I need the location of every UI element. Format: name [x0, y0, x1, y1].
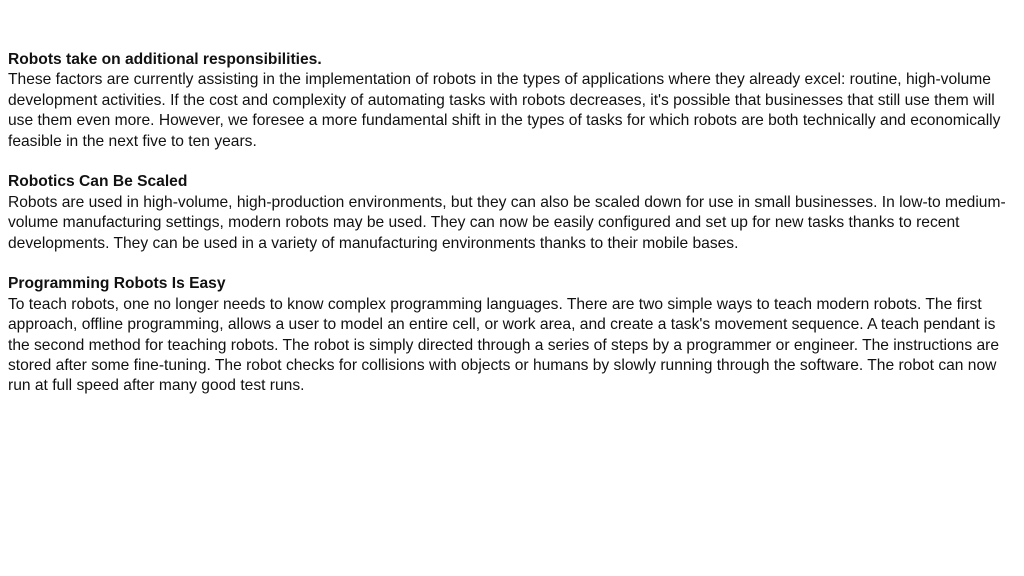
section-body: To teach robots, one no longer needs to know complex programming languages. There are two simple ways to teach modern robots. The first approach, offline programming, allows a user to model an entire cell, or work area, and create a task's movement sequence. A teach pendant is the second method for teaching robots. The robot is simply directed through a series of steps by a programmer or engineer. The instructions are stored after some fine-tuning. The robot checks for collisions with objects or humans by slowly running through the software. The robot can now run at full speed after many good test runs. [8, 295, 1000, 395]
section-heading: Robots take on additional responsibilities. [8, 51, 322, 68]
section-heading: Programming Robots Is Easy [8, 275, 226, 293]
section-additional-responsibilities [8, 50, 1018, 152]
section-heading: Robotics Can Be Scaled [8, 173, 188, 191]
section-programming-easy [8, 274, 1018, 396]
document-page [8, 50, 1018, 417]
section-robotics-scaled [8, 172, 1018, 254]
section-body: These factors are currently assisting in the implementation of robots in the types of applications where they already excel: routine, high-volume development activities. If the cost and complexity of automating tasks with robots decreases, it's possible that businesses that still use them will use them even more. However, we foresee a more fundamental shift in the types of tasks for which robots are both technically and economically feasible in the next five to ten years. [8, 71, 1001, 150]
section-body: Robots are used in high-volume, high-production environments, but they can also be scaled down for use in small businesses. In low-to medium-volume manufacturing settings, modern robots may be used. They can now be easily configured and set up for new tasks thanks to recent developments. They can be used in a variety of manufacturing environments thanks to their mobile bases. [8, 193, 1006, 252]
